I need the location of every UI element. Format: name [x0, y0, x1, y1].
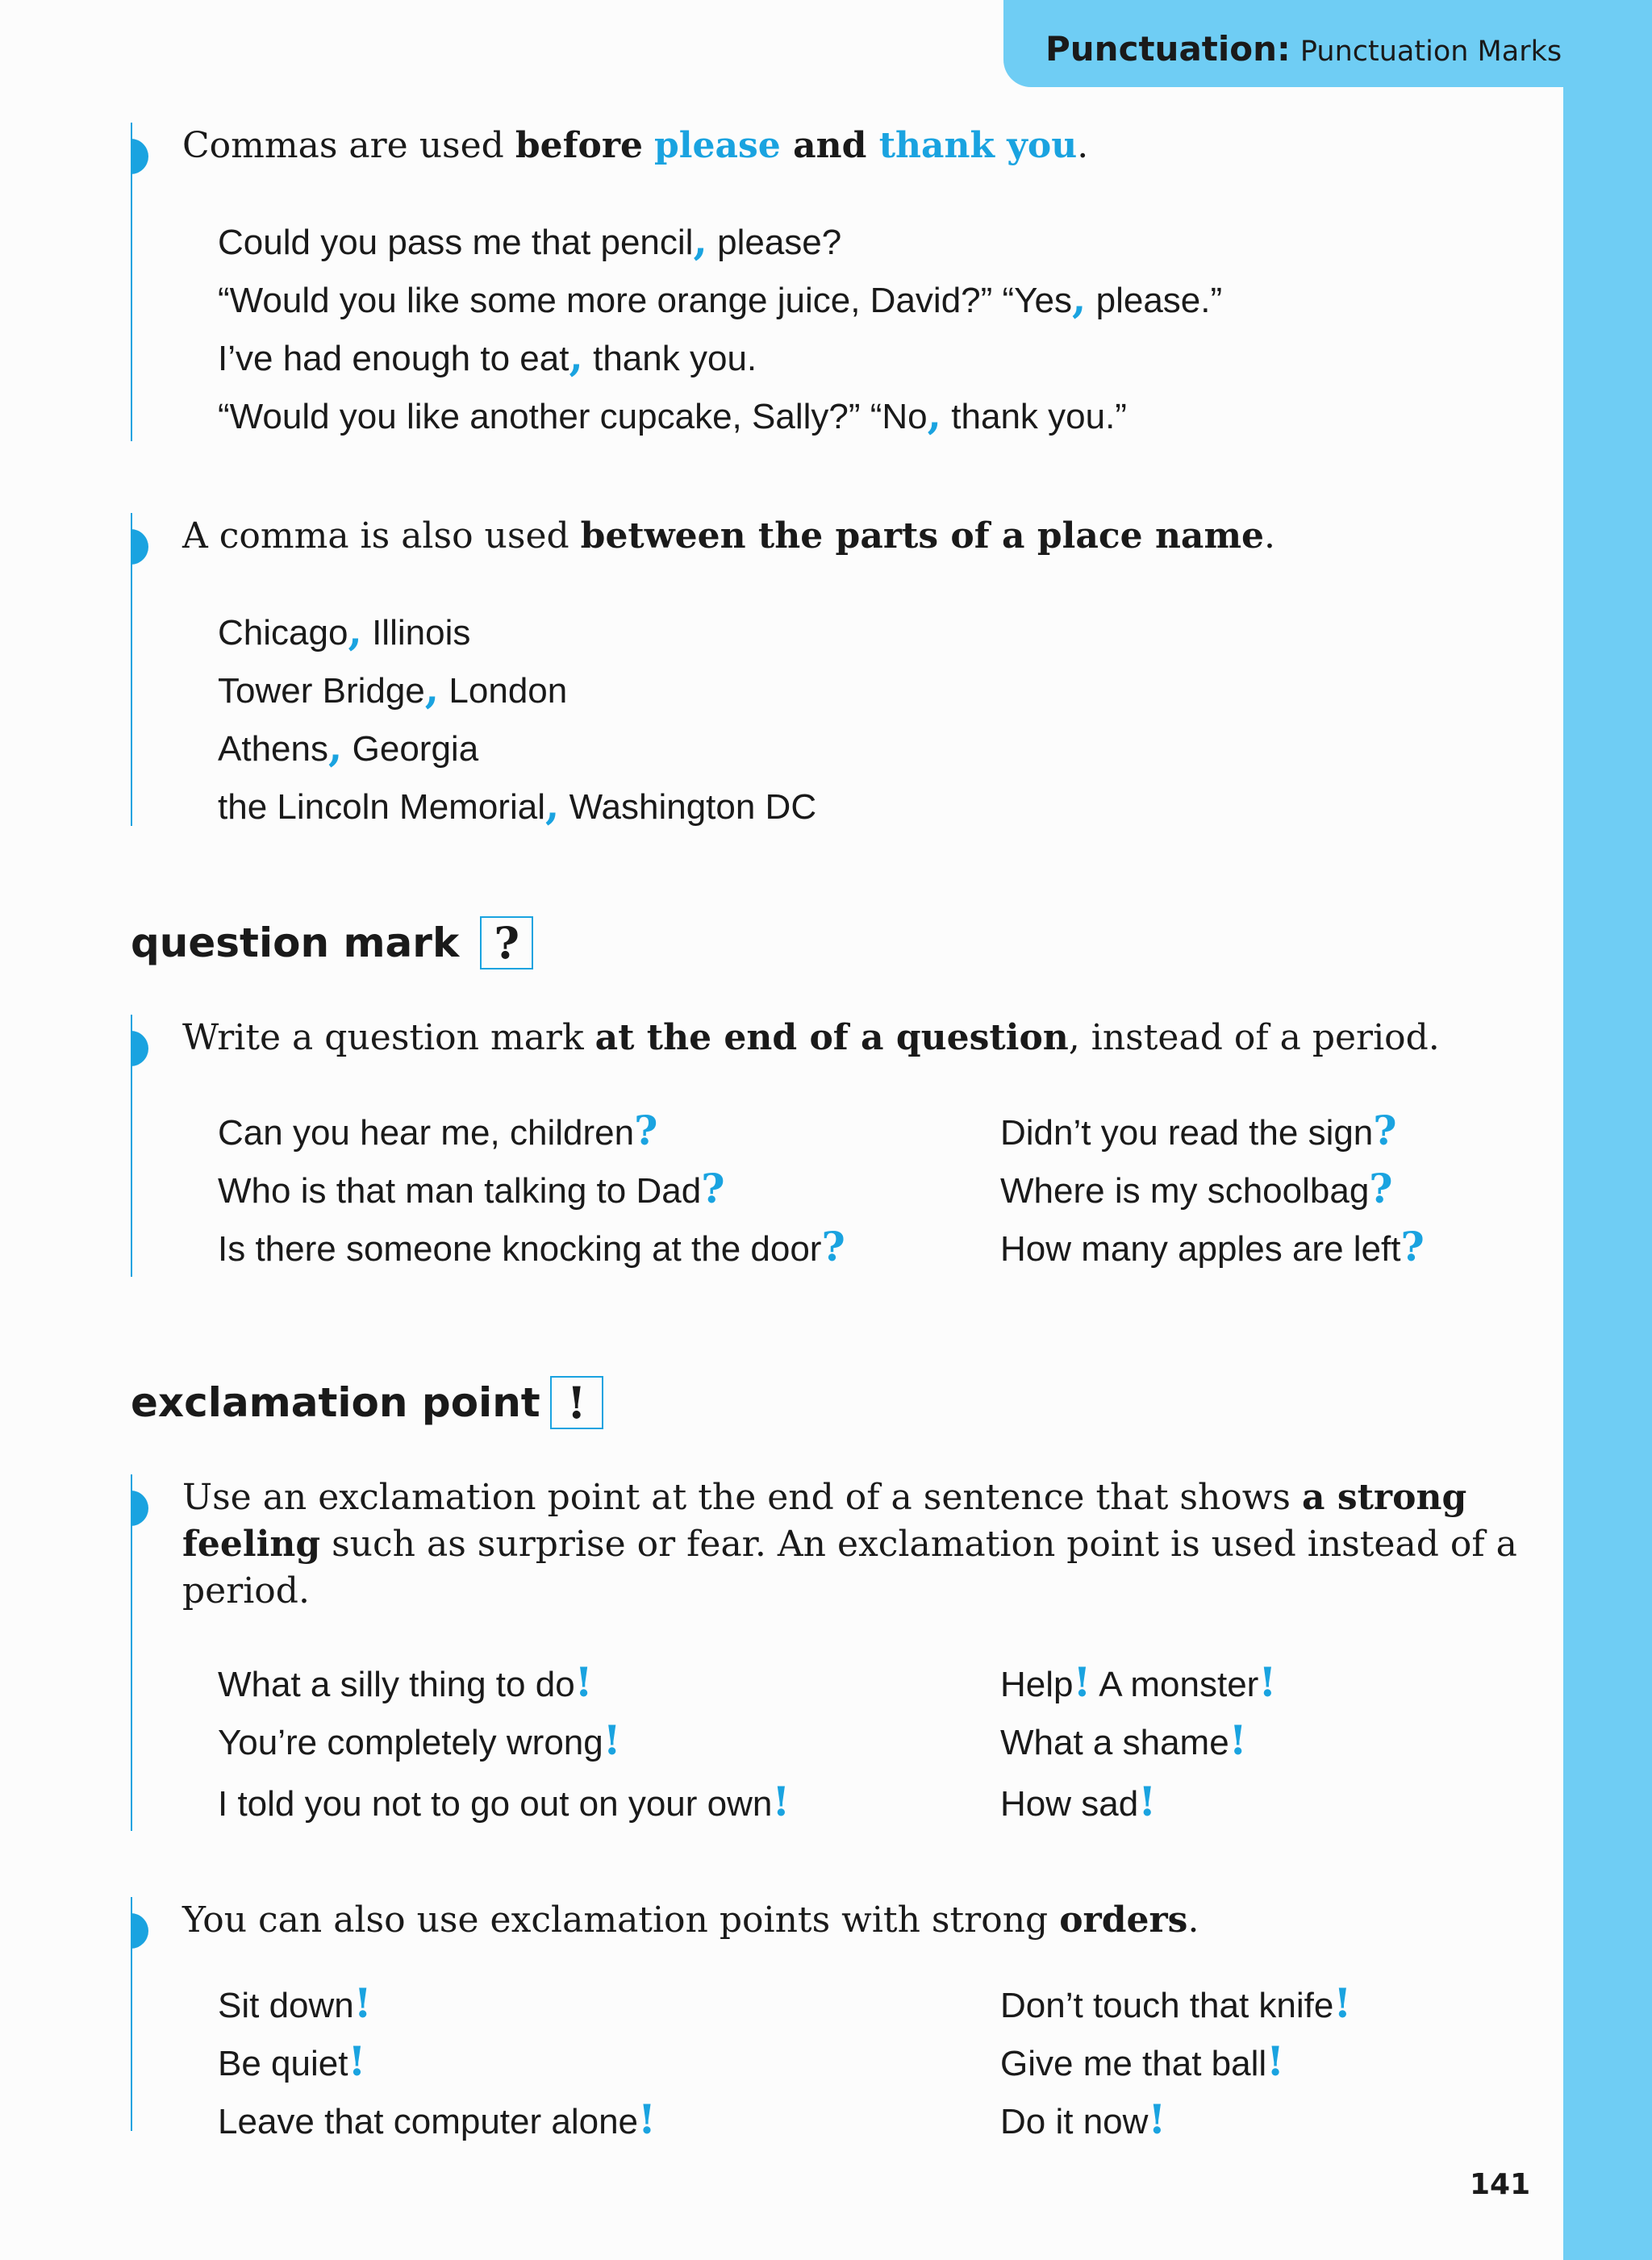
exclamation-mark: !: [348, 2037, 366, 2085]
rule-text: [182, 513, 1275, 560]
section-title-question-mark: [131, 916, 533, 969]
example-exclamation: [218, 1716, 621, 1764]
comma-mark: ,: [544, 781, 560, 828]
rule-bold: feeling: [182, 1524, 321, 1565]
example-question: [1000, 1107, 1397, 1154]
example-text: Can you hear me, children: [218, 1113, 635, 1153]
exclamation-mark: !: [603, 1716, 621, 1764]
rule-text-line-3: [182, 1568, 310, 1615]
example-text: “Would you like some more orange juice, David?” “Yes: [218, 281, 1072, 320]
example-text: Do it now: [1000, 2102, 1149, 2141]
example-text: please.”: [1086, 281, 1223, 320]
rule-marker-icon: [131, 139, 148, 174]
rule-text-part: Commas are used: [182, 125, 515, 166]
example-text: the Lincoln Memorial: [218, 787, 545, 827]
rule-text-part: Write a question mark: [182, 1017, 595, 1058]
example-text: Sit down: [218, 1986, 354, 2025]
example-text: Help: [1000, 1665, 1074, 1704]
example-text: Give me that ball: [1000, 2044, 1267, 2083]
rule-text-part: You can also use exclamation points with strong: [182, 1899, 1060, 1941]
example-text: Be quiet: [218, 2044, 348, 2083]
example-text: I’ve had enough to eat: [218, 339, 569, 378]
example-text: London: [439, 671, 568, 711]
example-sentence: [218, 390, 1127, 438]
exclamation-mark: !: [1148, 2095, 1166, 2143]
exclamation-mark: !: [1266, 2037, 1285, 2085]
page-number: 141: [1470, 2168, 1531, 2201]
example-exclamation: [218, 1778, 790, 1825]
example-text: Where is my schoolbag: [1000, 1171, 1370, 1211]
header-topic: Punctuation Marks: [1299, 35, 1562, 68]
rule-marker-icon: [131, 1491, 148, 1526]
example-text: Chicago: [218, 613, 348, 653]
example-text: I told you not to go out on your own: [218, 1784, 773, 1824]
side-color-band: [1563, 0, 1652, 2260]
rule-text-part: [643, 125, 654, 166]
example-question: [1000, 1223, 1425, 1270]
section-title-text: exclamation point: [131, 1379, 540, 1426]
section-title-exclamation-point: [131, 1376, 603, 1429]
comma-mark: ,: [1071, 274, 1087, 322]
example-question: [1000, 1165, 1393, 1212]
example-exclamation: [1000, 1658, 1276, 1706]
comma-mark: ,: [927, 390, 942, 438]
rule-marker-icon: [131, 1031, 148, 1066]
example-exclamation: [218, 1658, 593, 1706]
example-question: [218, 1165, 724, 1212]
example-order: [1000, 2095, 1166, 2143]
question-mark: ?: [1369, 1165, 1393, 1212]
example-exclamation: [1000, 1716, 1247, 1764]
example-text: Don’t touch that knife: [1000, 1986, 1334, 2025]
rule-text: [182, 1015, 1440, 1061]
rule-text-part: .: [1077, 125, 1089, 166]
rule-text-part: period.: [182, 1570, 310, 1612]
question-mark: ?: [1400, 1223, 1425, 1270]
example-text: What a shame: [1000, 1723, 1229, 1762]
section-title-text: question mark: [131, 919, 460, 966]
rule-bold: between the parts of a place name: [580, 515, 1264, 557]
exclamation-symbol-box: !: [550, 1376, 603, 1429]
rule-text-line-1: [182, 1474, 1466, 1521]
example-order: [218, 2095, 656, 2143]
rule-bar: [131, 1474, 132, 1831]
rule-bold: a strong: [1302, 1477, 1467, 1518]
rule-text-part: A comma is also used: [182, 515, 581, 557]
example-question: [218, 1107, 657, 1154]
exclamation-mark: !: [1138, 1778, 1157, 1825]
comma-mark: ,: [424, 665, 440, 712]
question-mark: ?: [634, 1107, 658, 1154]
rule-marker-icon: [131, 529, 148, 565]
comma-mark: ,: [327, 723, 343, 770]
example-place: [218, 607, 470, 654]
example-sentence: [218, 332, 757, 380]
example-order: [218, 1979, 372, 2027]
example-question: [218, 1223, 845, 1270]
example-text: A monster: [1091, 1665, 1259, 1704]
example-text: Who is that man talking to Dad: [218, 1171, 702, 1211]
rule-keyword-please: please: [654, 125, 781, 166]
example-text: You’re completely wrong: [218, 1723, 603, 1762]
rule-text-part: Use an exclamation point at the end of a sentence that shows: [182, 1477, 1302, 1518]
rule-bold: orders: [1059, 1899, 1188, 1941]
example-text: thank you.”: [941, 397, 1127, 436]
example-order: [1000, 2037, 1284, 2085]
rule-text-line-2: [182, 1521, 1517, 1568]
comma-mark: ,: [569, 332, 583, 380]
header-section: Punctuation:: [1045, 29, 1291, 69]
rule-text-part: .: [1264, 515, 1275, 557]
rule-text-part: such as surprise or fear. An exclamation point is used instead of a: [320, 1524, 1517, 1565]
exclamation-mark: !: [772, 1778, 791, 1825]
comma-mark: ,: [348, 607, 362, 654]
running-header: [1003, 0, 1563, 87]
example-text: “Would you like another cupcake, Sally?” “No: [218, 397, 928, 436]
example-text: Leave that computer alone: [218, 2102, 639, 2141]
rule-bold: at the end of a question: [594, 1017, 1069, 1058]
example-text: Athens: [218, 729, 328, 769]
rule-bold: and: [780, 125, 879, 166]
exclamation-mark: !: [353, 1979, 372, 2027]
example-sentence: [218, 274, 1222, 322]
example-exclamation: [1000, 1778, 1156, 1825]
example-order: [1000, 1979, 1351, 2027]
example-text: How many apples are left: [1000, 1229, 1401, 1269]
question-mark: ?: [701, 1165, 725, 1212]
example-text: Didn’t you read the sign: [1000, 1113, 1374, 1153]
example-text: please?: [707, 223, 842, 262]
example-text: Washington DC: [559, 787, 817, 827]
rule-bold: before: [515, 125, 644, 166]
example-text: Is there someone knocking at the door: [218, 1229, 822, 1269]
exclamation-mark: !: [1258, 1658, 1277, 1706]
example-place: [218, 723, 478, 770]
exclamation-mark: !: [1073, 1658, 1091, 1706]
example-text: How sad: [1000, 1784, 1139, 1824]
question-mark-symbol-box: ?: [480, 916, 533, 969]
question-mark: ?: [1373, 1107, 1397, 1154]
example-order: [218, 2037, 365, 2085]
comma-mark: ,: [693, 216, 707, 264]
rule-marker-icon: [131, 1913, 148, 1949]
example-place: [218, 665, 567, 712]
rule-keyword-thank-you: thank you: [878, 125, 1078, 166]
exclamation-mark: !: [1229, 1716, 1247, 1764]
example-place: [218, 781, 816, 828]
question-mark: ?: [821, 1223, 845, 1270]
example-text: thank you.: [582, 339, 757, 378]
example-text: What a silly thing to do: [218, 1665, 575, 1704]
example-text: Tower Bridge: [218, 671, 425, 711]
example-text: Could you pass me that pencil: [218, 223, 694, 262]
rule-text: [182, 1897, 1199, 1944]
rule-text-part: .: [1187, 1899, 1199, 1941]
example-sentence: [218, 216, 841, 264]
exclamation-mark: !: [574, 1658, 593, 1706]
example-text: Georgia: [342, 729, 479, 769]
exclamation-mark: !: [1333, 1979, 1352, 2027]
rule-text-part: , instead of a period.: [1068, 1017, 1440, 1058]
rule-text: [182, 123, 1088, 169]
example-text: Illinois: [361, 613, 471, 653]
exclamation-mark: !: [638, 2095, 656, 2143]
